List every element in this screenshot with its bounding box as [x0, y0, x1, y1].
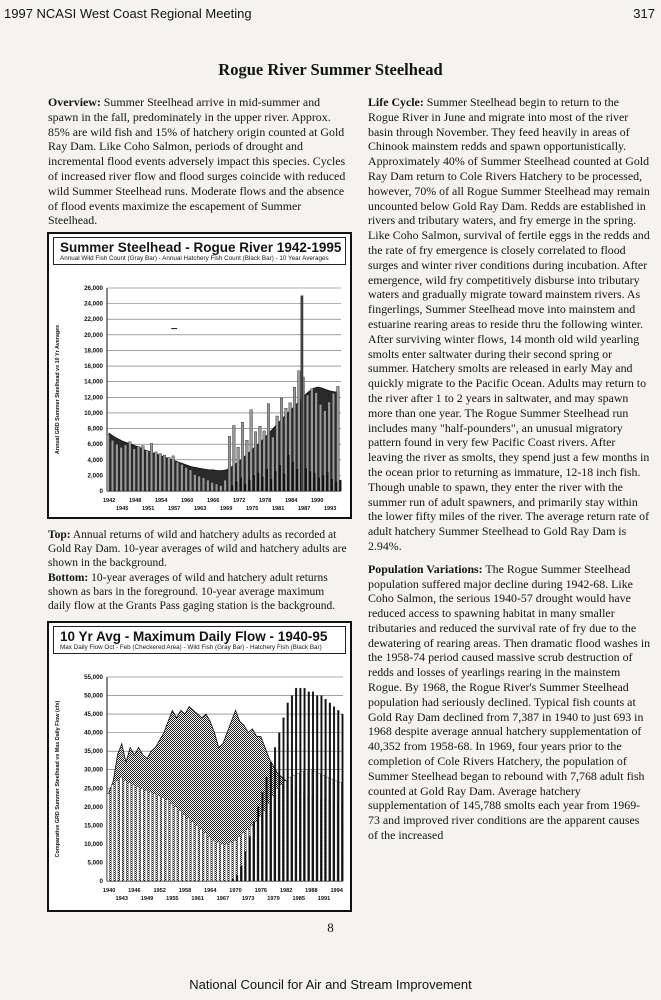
hatchery-avg-bar	[278, 733, 280, 881]
hatchery-bar	[288, 455, 290, 491]
wild-bar	[124, 445, 127, 491]
x-tick-label: 1961	[191, 896, 204, 902]
wild-bar	[111, 440, 114, 491]
hatchery-bar	[270, 479, 272, 491]
wild-avg-bar	[124, 781, 126, 881]
footer-org: National Council for Air and Stream Improvement	[189, 977, 472, 992]
wild-avg-bar	[229, 842, 231, 881]
x-tick-label: 1943	[115, 896, 128, 902]
y-tick-label: 0	[99, 878, 103, 885]
x-tick-label: 1955	[166, 896, 179, 902]
wild-bar	[181, 464, 184, 491]
wild-bar	[215, 484, 218, 491]
hatchery-avg-bar	[300, 688, 302, 881]
y-axis-label: Annual GRD Summer Steelhead vs 10 Yr Averages	[55, 324, 61, 455]
y-tick-label: 55,000	[84, 674, 103, 681]
x-tick-label: 1975	[245, 506, 259, 512]
wild-avg-bar	[187, 818, 189, 881]
wild-avg-bar	[145, 790, 147, 881]
wild-avg-bar	[191, 822, 193, 881]
caption-bottom-label: Bottom:	[48, 571, 89, 584]
x-tick-label: 1942	[102, 498, 116, 504]
wild-bar	[202, 478, 205, 491]
y-tick-label: 6,000	[87, 441, 103, 449]
left-column	[48, 95, 348, 235]
flow-average-chart	[47, 621, 352, 912]
x-tick-label: 1948	[128, 498, 142, 504]
hatchery-avg-bar	[308, 692, 310, 881]
x-tick-label: 1984	[284, 498, 298, 504]
hatchery-bar	[266, 469, 268, 491]
wild-avg-bar	[111, 785, 113, 881]
hatchery-bar	[296, 469, 298, 491]
x-tick-label: 1987	[297, 506, 311, 512]
wild-bar	[224, 480, 227, 491]
y-tick-label: 16,000	[84, 363, 103, 371]
hatchery-avg-bar	[270, 762, 272, 881]
wild-avg-bar	[166, 799, 168, 881]
wild-bar	[220, 486, 223, 491]
hatchery-avg-bar	[295, 688, 297, 881]
caption-top	[48, 528, 348, 571]
wild-avg-bar	[170, 803, 172, 881]
y-tick-label: 0	[99, 488, 103, 495]
hatchery-avg-bar	[253, 822, 255, 881]
wild-bar	[246, 440, 249, 491]
hatchery-bar	[262, 477, 264, 491]
overview-text: Summer Steelhead arrive in mid-summer and spawn in the fall, predominately in the upper river. Approx. 85% are wild fish and 15% of hatchery origin counted at Gold Ray Dam. Like Coho Salmon, periods of drought and incremental flood events adversely impact this species. Cycles of increased river flow and flood surges coincide with reduced wild Summer Steelhead runs. Moderate flows and the absence of flood events maximize the escapement of Summer Steelhead.	[48, 95, 346, 228]
x-tick-label: 1940	[102, 888, 116, 894]
x-tick-label: 1994	[330, 888, 343, 894]
x-tick-label: 1981	[271, 506, 285, 512]
x-tick-label: 1973	[241, 896, 255, 902]
x-tick-label: 1991	[317, 896, 331, 902]
wild-bar	[142, 446, 145, 491]
wild-avg-bar	[238, 836, 240, 881]
x-tick-label: 1958	[178, 888, 192, 894]
y-tick-label: 10,000	[84, 409, 103, 417]
wild-bar	[185, 468, 188, 491]
hatchery-bar	[318, 478, 320, 491]
y-tick-label: 30,000	[84, 766, 103, 774]
y-tick-label: 5,000	[87, 859, 103, 867]
x-tick-label: 1978	[258, 498, 272, 504]
y-tick-label: 18,000	[84, 347, 103, 355]
wild-avg-bar	[120, 777, 122, 881]
wild-avg-bar	[132, 785, 134, 881]
x-tick-label: 1949	[140, 896, 154, 902]
x-tick-label: 1951	[141, 506, 155, 512]
population-paragraph	[368, 562, 651, 843]
wild-bar	[198, 476, 201, 491]
y-tick-label: 12,000	[84, 394, 103, 402]
caption-bottom-text: 10-year averages of wild and hatchery adult returns shown as bars in the foreground. 10-year average maximum daily flow at the Grants Pass gaging station is the background.	[48, 571, 336, 613]
wild-bar	[137, 446, 140, 491]
hatchery-avg-bar	[283, 718, 285, 881]
x-tick-label: 1985	[292, 896, 305, 902]
wild-avg-bar	[196, 825, 198, 881]
hatchery-avg-bar	[325, 699, 327, 881]
hatchery-avg-bar	[257, 807, 259, 881]
wild-bar	[207, 480, 210, 491]
wild-bar	[172, 456, 175, 491]
wild-avg-bar	[141, 788, 143, 881]
wild-bar	[194, 475, 197, 491]
chart-caption	[48, 528, 348, 613]
wild-bar	[107, 435, 110, 491]
x-tick-label: 1972	[232, 498, 246, 504]
wild-bar	[228, 436, 231, 491]
hatchery-avg-bar	[337, 710, 339, 881]
y-tick-label: 14,000	[84, 378, 103, 386]
y-tick-label: 50,000	[84, 692, 103, 700]
hatchery-bar	[249, 480, 251, 491]
wild-avg-bar	[153, 794, 155, 881]
chart1-subtitle: Annual Wild Fish Count (Gray Bar) - Annual Hatchery Fish Count (Black Bar) - 10 Year Averages	[60, 255, 329, 262]
hatchery-bar	[236, 482, 238, 491]
wild-avg-bar	[212, 840, 214, 881]
hatchery-avg-bar	[312, 692, 314, 881]
wild-avg-bar	[208, 836, 210, 881]
wild-avg-bar	[221, 844, 223, 881]
x-tick-label: 1960	[180, 498, 194, 504]
x-tick-label: 1946	[128, 888, 141, 894]
hatchery-bar	[314, 473, 316, 491]
wild-avg-bar	[204, 833, 206, 881]
wild-bar	[337, 386, 340, 491]
x-tick-label: 1967	[216, 896, 230, 902]
wild-bar	[332, 393, 335, 491]
wild-bar	[250, 410, 253, 491]
steelhead-count-chart	[47, 232, 352, 519]
hatchery-bar	[322, 475, 324, 491]
wild-avg-bar	[137, 786, 139, 881]
y-tick-label: 15,000	[84, 822, 103, 830]
wild-avg-bar	[128, 783, 130, 881]
hatchery-avg-bar	[236, 875, 238, 881]
wild-bar	[133, 449, 136, 491]
y-tick-label: 25,000	[84, 785, 103, 793]
wild-bar	[155, 452, 158, 491]
x-tick-label: 1982	[279, 888, 293, 894]
chart1-plot	[49, 234, 350, 517]
x-tick-label: 1954	[154, 498, 168, 504]
y-tick-label: 22,000	[84, 316, 103, 324]
hatchery-bar	[275, 471, 277, 491]
x-tick-label: 1964	[204, 888, 217, 894]
wild-avg-bar	[175, 807, 177, 881]
caption-top-text: Annual returns of wild and hatchery adults as recorded at Gold Ray Dam. 10-year averages of wild and hatchery adults are shown in the background.	[48, 529, 347, 570]
y-tick-label: 20,000	[84, 803, 103, 811]
life-cycle-text: Summer Steelhead begin to return to the Rogue River in June and migrate into most of the river basin through November. They feed heavily in areas of Chinook mainstem redds and spawn opportunistically. Approximately 40% of Summer Steelhead counted at Gold Ray Dam return to Cole Rivers Hatchery to be processed, however, 70% of all Rogue Summer Steelhead may remain uncounted below Gold Ray Dam. Redds are established in rivers and tributary waters, and fry emerge in the spring. Like Coho Salmon, survival of fertile eggs in the redds and the rate of fry emergence is closely correlated to flood surges and winter river conditions during incubation. After emergence, wild fry competitively disburse into tributary waters and gradually migrate toward mainstem rivers. As fingerlings, Summer Steelhead move into mainstem and estuarine rearing areas to reside thru the following winter. After surviving winter flows, 14 month old wild yearling smolts enter saltwater during their second spring or summer. Hatchery smolts are released in early May and quickly migrate to the Pacific Ocean. Adults may return to the river after 1 to 2 years in saltwater, and may spawn more than one year. The Rogue Summer Steelhead run includes many "half-pounders", an unusual migratory pattern found in very few Pacific Coast rivers. After leaving the river as smolts, they spend just a few months in the ocean prior to returning as immature, 12-18 inch fish. Though unable to spawn, they enter the river with the summer run of adult spawners, and primarily stay within the lower fifty miles of the river. The average return rate of adult hatchery Summer Steelhead to Gold Ray Dam is 2.94%.	[368, 95, 650, 553]
hatchery-bar	[305, 468, 307, 491]
wild-avg-bar	[200, 829, 202, 881]
hatchery-avg-bar	[304, 688, 306, 881]
chart1-title: Summer Steelhead - Rogue River 1942-1995	[60, 240, 342, 255]
y-tick-label: 20,000	[84, 331, 103, 339]
wild-avg-bar	[107, 794, 109, 881]
population-label: Population Variations:	[368, 561, 483, 576]
wild-bar	[120, 447, 123, 491]
hatchery-avg-bar	[241, 866, 243, 881]
y-tick-label: 45,000	[84, 711, 103, 719]
wild-bar	[163, 455, 166, 491]
wild-avg-bar	[158, 796, 160, 881]
hatchery-bar	[279, 465, 281, 491]
hatchery-avg-bar	[232, 879, 234, 881]
y-axis-label: Comparative GRD Summer Steelhead vs Max Daily Flow (cfs)	[55, 700, 61, 858]
hatchery-avg-bar	[245, 851, 247, 881]
wild-bar	[159, 454, 162, 491]
wild-avg-bar	[217, 842, 219, 881]
hatchery-bar	[283, 474, 285, 491]
wild-avg-bar	[116, 781, 118, 881]
hatchery-avg-bar	[329, 703, 331, 881]
x-tick-label: 1969	[219, 506, 233, 512]
wild-bar	[189, 470, 192, 491]
y-tick-label: 40,000	[84, 729, 103, 737]
y-tick-label: 35,000	[84, 748, 103, 756]
y-tick-label: 26,000	[84, 285, 103, 292]
hatchery-bar	[340, 480, 342, 491]
right-column	[368, 95, 651, 850]
life-cycle-paragraph	[368, 95, 651, 554]
hatchery-avg-bar	[266, 777, 268, 881]
outlier-bar	[301, 296, 303, 491]
wild-bar	[168, 457, 171, 491]
wild-bar	[116, 444, 119, 491]
x-tick-label: 1945	[115, 506, 129, 512]
x-tick-label: 1970	[229, 888, 242, 894]
wild-bar	[233, 425, 236, 491]
hatchery-bar	[253, 475, 255, 491]
y-tick-label: 4,000	[87, 456, 103, 464]
population-text: The Rogue Summer Steelhead population suffered major decline during 1942-68. Like Coho Salmon, the serious 1940-57 drought would have reduced access to spawning habitat in many smaller tributaries and reduced the survival rate of fry due to the dewatering of rearing areas. Then dramatic flood washes in the 1958-74 period caused massive scrub destruction of redds and losses of yearlings rearing in the mainstem Rogue. By 1968, the Rogue River's Summer Steelhead population had seriously declined. Typical fish counts at Gold Ray Dam declined from 7,387 in 1940 to just 693 in 1968 despite average annual hatchery supplementation of 40,352 from 1958-68. In 1969, four years prior to the completion of Cole Rivers Hatchery, the population of Summer Steelhead began to rebound with 7,768 adult fish counted at Gold Ray Dam. Average hatchery supplementation of 145,788 smolts each year from 1969-73 and improved river conditions are the apparent causes of the increased	[368, 561, 651, 843]
hatchery-bar	[240, 478, 242, 491]
overview-label: Overview:	[48, 95, 101, 109]
wild-bar	[129, 442, 132, 491]
hatchery-bar	[309, 471, 311, 491]
hatchery-avg-bar	[287, 703, 289, 881]
page-header-number: 317	[633, 6, 655, 21]
x-tick-label: 1988	[305, 888, 318, 894]
caption-top-label: Top:	[48, 529, 71, 541]
wild-avg-bar	[183, 814, 185, 881]
y-tick-label: 2,000	[87, 472, 103, 480]
wild-avg-bar	[162, 798, 164, 881]
hatchery-bar	[244, 484, 246, 491]
x-tick-label: 1957	[167, 506, 181, 512]
wild-bar	[211, 482, 214, 491]
y-tick-label: 8,000	[87, 425, 103, 433]
chart2-title: 10 Yr Avg - Maximum Daily Flow - 1940-95	[60, 629, 328, 644]
chart2-subtitle: Max Daily Flow Oct - Feb (Checkered Area) - Wild Fish (Gray Bar) - Hatchery Fish (Black Bar)	[60, 644, 322, 651]
hatchery-bar	[327, 472, 329, 491]
y-tick-label: 10,000	[84, 840, 103, 848]
hatchery-bar	[292, 462, 294, 491]
life-cycle-label: Life Cycle:	[368, 95, 424, 109]
hatchery-avg-bar	[274, 747, 276, 881]
hatchery-avg-bar	[291, 696, 293, 881]
wild-bar	[146, 450, 149, 491]
hatchery-avg-bar	[333, 707, 335, 881]
overview-paragraph	[48, 95, 348, 228]
x-tick-label: 1963	[193, 506, 207, 512]
wild-avg-bar	[225, 844, 227, 881]
x-tick-label: 1990	[310, 498, 324, 504]
wild-avg-bar	[179, 811, 181, 881]
wild-bar	[176, 462, 179, 491]
hatchery-bar	[231, 486, 233, 491]
hatchery-avg-bar	[316, 696, 318, 881]
caption-bottom	[48, 571, 348, 614]
hatchery-avg-bar	[262, 792, 264, 881]
wild-bar	[150, 443, 153, 491]
wild-avg-bar	[149, 792, 151, 881]
x-tick-label: 1979	[267, 896, 280, 902]
hatchery-bar	[257, 473, 259, 491]
x-tick-label: 1966	[206, 498, 220, 504]
hatchery-avg-bar	[321, 696, 323, 881]
hatchery-bar	[335, 482, 337, 491]
x-tick-label: 1993	[323, 506, 337, 512]
hatchery-avg-bar	[249, 836, 251, 881]
page-number: 8	[327, 920, 334, 935]
x-tick-label: 1976	[254, 888, 268, 894]
x-tick-label: 1952	[153, 888, 166, 894]
chart2-plot	[49, 623, 350, 910]
hatchery-bar	[331, 479, 333, 491]
document-title: Rogue River Summer Steelhead	[218, 60, 443, 79]
hatchery-avg-bar	[342, 714, 344, 881]
meeting-header: 1997 NCASI West Coast Regional Meeting	[4, 6, 252, 21]
y-tick-label: 24,000	[84, 300, 103, 308]
wild-avg-bar	[234, 840, 236, 881]
